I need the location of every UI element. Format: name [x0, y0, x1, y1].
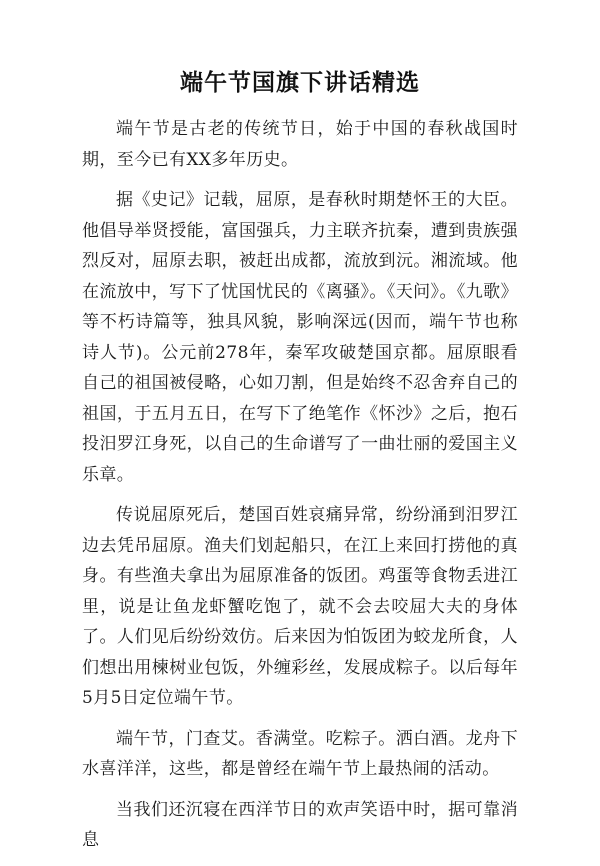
paragraph: 当我们还沉寝在西洋节日的欢声笑语中时，据可靠消息	[82, 799, 518, 850]
paragraph: 据《史记》记载，屈原，是春秋时期楚怀王的大臣。他倡导举贤授能，富国强兵，力主联齐抗秦，遭到贵族强烈反对，屈原去职，被赶出成都，流放到沅。湘流域。他在流放中，写下了忧国忧民的《离骚》。《天问》。《九歌》等不朽诗篇等，独具风貌，影响深远(因而，端午节也称诗人节)。公元前278年，秦军攻破楚国京都。屈原眼看自己的祖国被侵略，心如刀割，但是始终不忍舍弃自己的祖国，于五月五日，在写下了绝笔作《怀沙》之后，抱石投汨罗江身死，以自己的生命谱写了一曲壮丽的爱国主义乐章。	[82, 190, 518, 485]
document-body	[82, 114, 518, 866]
paragraph: 端午节是古老的传统节日，始于中国的春秋战国时期，至今已有XX多年历史。	[82, 119, 518, 170]
document-title: 端午节国旗下讲话精选	[180, 70, 420, 96]
paragraph: 端午节，门查艾。香满堂。吃粽子。洒白酒。龙舟下水喜洋洋，这些，都是曾经在端午节上最热闹的活动。	[82, 728, 518, 779]
paragraph: 传说屈原死后，楚国百姓哀痛异常，纷纷涌到汨罗江边去凭吊屈原。渔夫们划起船只，在江上来回打捞他的真身。有些渔夫拿出为屈原准备的饭团。鸡蛋等食物丢进江里，说是让鱼龙虾蟹吃饱了，就不会去咬屈大夫的身体了。人们见后纷纷效仿。后来因为怕饭团为蛟龙所食，人们想出用楝树业包饭，外缠彩丝，发展成粽子。以后每年5月5日定位端午节。	[82, 505, 518, 708]
